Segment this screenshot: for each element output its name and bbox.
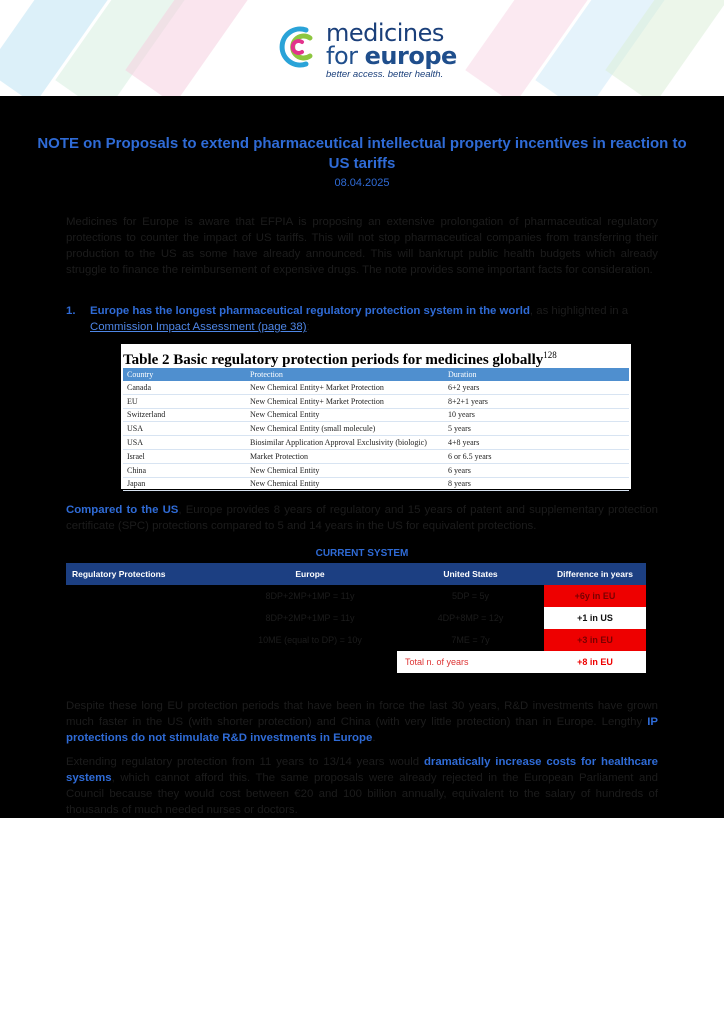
header-regulatory-protections: Regulatory Protections [66,563,223,585]
header-europe: Europe [223,563,397,585]
table-row: Israel Market Protection 6 or 6.5 years [123,449,629,463]
table-row: USA Biosimilar Application Approval Exclusivity (biologic) 4+8 years [123,436,629,450]
table-2 [123,368,629,491]
current-system-table [66,563,646,673]
table-row: 8DP+2MP+1MP = 11y 5DP = 5y +6y in EU [66,585,646,607]
comparison-heading: Compared to the US [66,504,179,516]
document-title: NOTE on Proposals to extend pharmaceutical intellectual property incentives in reaction to US tariffs [37,135,687,172]
total-label: Total n. of years [397,651,544,673]
table-2-header-protection: Protection [246,368,444,381]
table-row: EU New Chemical Entity+ Market Protection 8+2+1 years [123,394,629,408]
table-2-caption: Table 2 Basic regulatory protection periods for medicines globally$^{128}$ [123,350,557,368]
total-row [66,651,646,673]
header-difference-in-years: Difference in years [544,563,646,585]
costs-text-2: , which cannot afford this. The same proposals were already rejected in the European Parliament and Council because they would cost between €20 and 100 billion annually, equivalent to the salary of hundreds of thousands of much needed nurses or doctors. [66,772,658,816]
document-date: 08.04.2025 [334,177,390,189]
rd-end: . [372,732,376,744]
table-row: USA New Chemical Entity (small molecule) 5 years [123,422,629,436]
comparison-paragraph [66,502,658,534]
rd-investment-paragraph [66,698,658,746]
logo-mark-icon [276,22,320,72]
medicines-for-europe-logo [276,19,457,80]
point-1-end: : [306,321,310,333]
rd-highlight: IP protections do not stimulate R&D investments in Europe [66,716,658,744]
table-row: China New Chemical Entity 6 years [123,463,629,477]
table-row: Canada New Chemical Entity+ Market Protection 6+2 years [123,381,629,394]
table-row: Japan New Chemical Entity 8 years [123,477,629,491]
point-1-number: 1. [66,305,76,317]
logo-word-europe: for europe [326,42,457,70]
table-row: 8DP+2MP+1MP = 11y 4DP+8MP = 12y +1 in US [66,607,646,629]
point-1 [66,303,658,335]
rd-text: Despite these long EU protection periods that have been in force the last 30 years, R&D investments have grown much faster in the US (with shorter protection) and China (with very little protection) than in Europe. Lengthy [66,700,658,728]
table-2-header-country: Country [123,368,246,381]
document-page [0,96,724,818]
comparison-text: , Europe provides 8 years of regulatory and 15 years of patent and supplementary protection certificate (SPC) protections compared to 5 and 14 years in the US for equivalent protections. [66,504,658,532]
current-system-title: CURRENT SYSTEM [315,548,409,559]
costs-highlight: dramatically increase costs for healthcare systems [66,756,658,784]
point-1-heading: Europe has the longest pharmaceutical regulatory protection system in the world [90,305,530,317]
total-value: +8 in EU [544,651,646,673]
costs-text-1: Extending regulatory protection from 11 years to 13/14 years would [66,756,424,768]
difference-cell: +3 in EU [544,629,646,651]
point-1-text: , as highlighted in a [529,305,629,317]
costs-paragraph [66,754,658,818]
difference-cell: +6y in EU [544,585,646,607]
table-row: 10ME (equal to DP) = 10y 7ME = 7y +3 in EU [66,629,646,651]
difference-cell: +1 in US [544,607,646,629]
page-header [0,0,724,96]
table-2-header-duration: Duration [444,368,629,381]
logo-word-medicines: medicines [326,19,444,47]
header-united-states: United States [397,563,544,585]
commission-impact-assessment-link[interactable]: Commission Impact Assessment (page 38) [90,321,307,333]
logo-tagline: better access. better health. [326,69,444,80]
intro-paragraph: Medicines for Europe is aware that EFPIA is proposing an extensive prolongation of pharmaceutical regulatory protections to counter the impact of US tariffs. This will not stop pharmaceutical companies from transferring their production to the US as some have already announced. This will bankrupt public health budgets which already struggle to finance the reimbursement of expensive drugs. The note provides some important facts for consideration. [66,216,658,276]
table-row: Switzerland New Chemical Entity 10 years [123,408,629,422]
table-2-image [121,344,631,489]
